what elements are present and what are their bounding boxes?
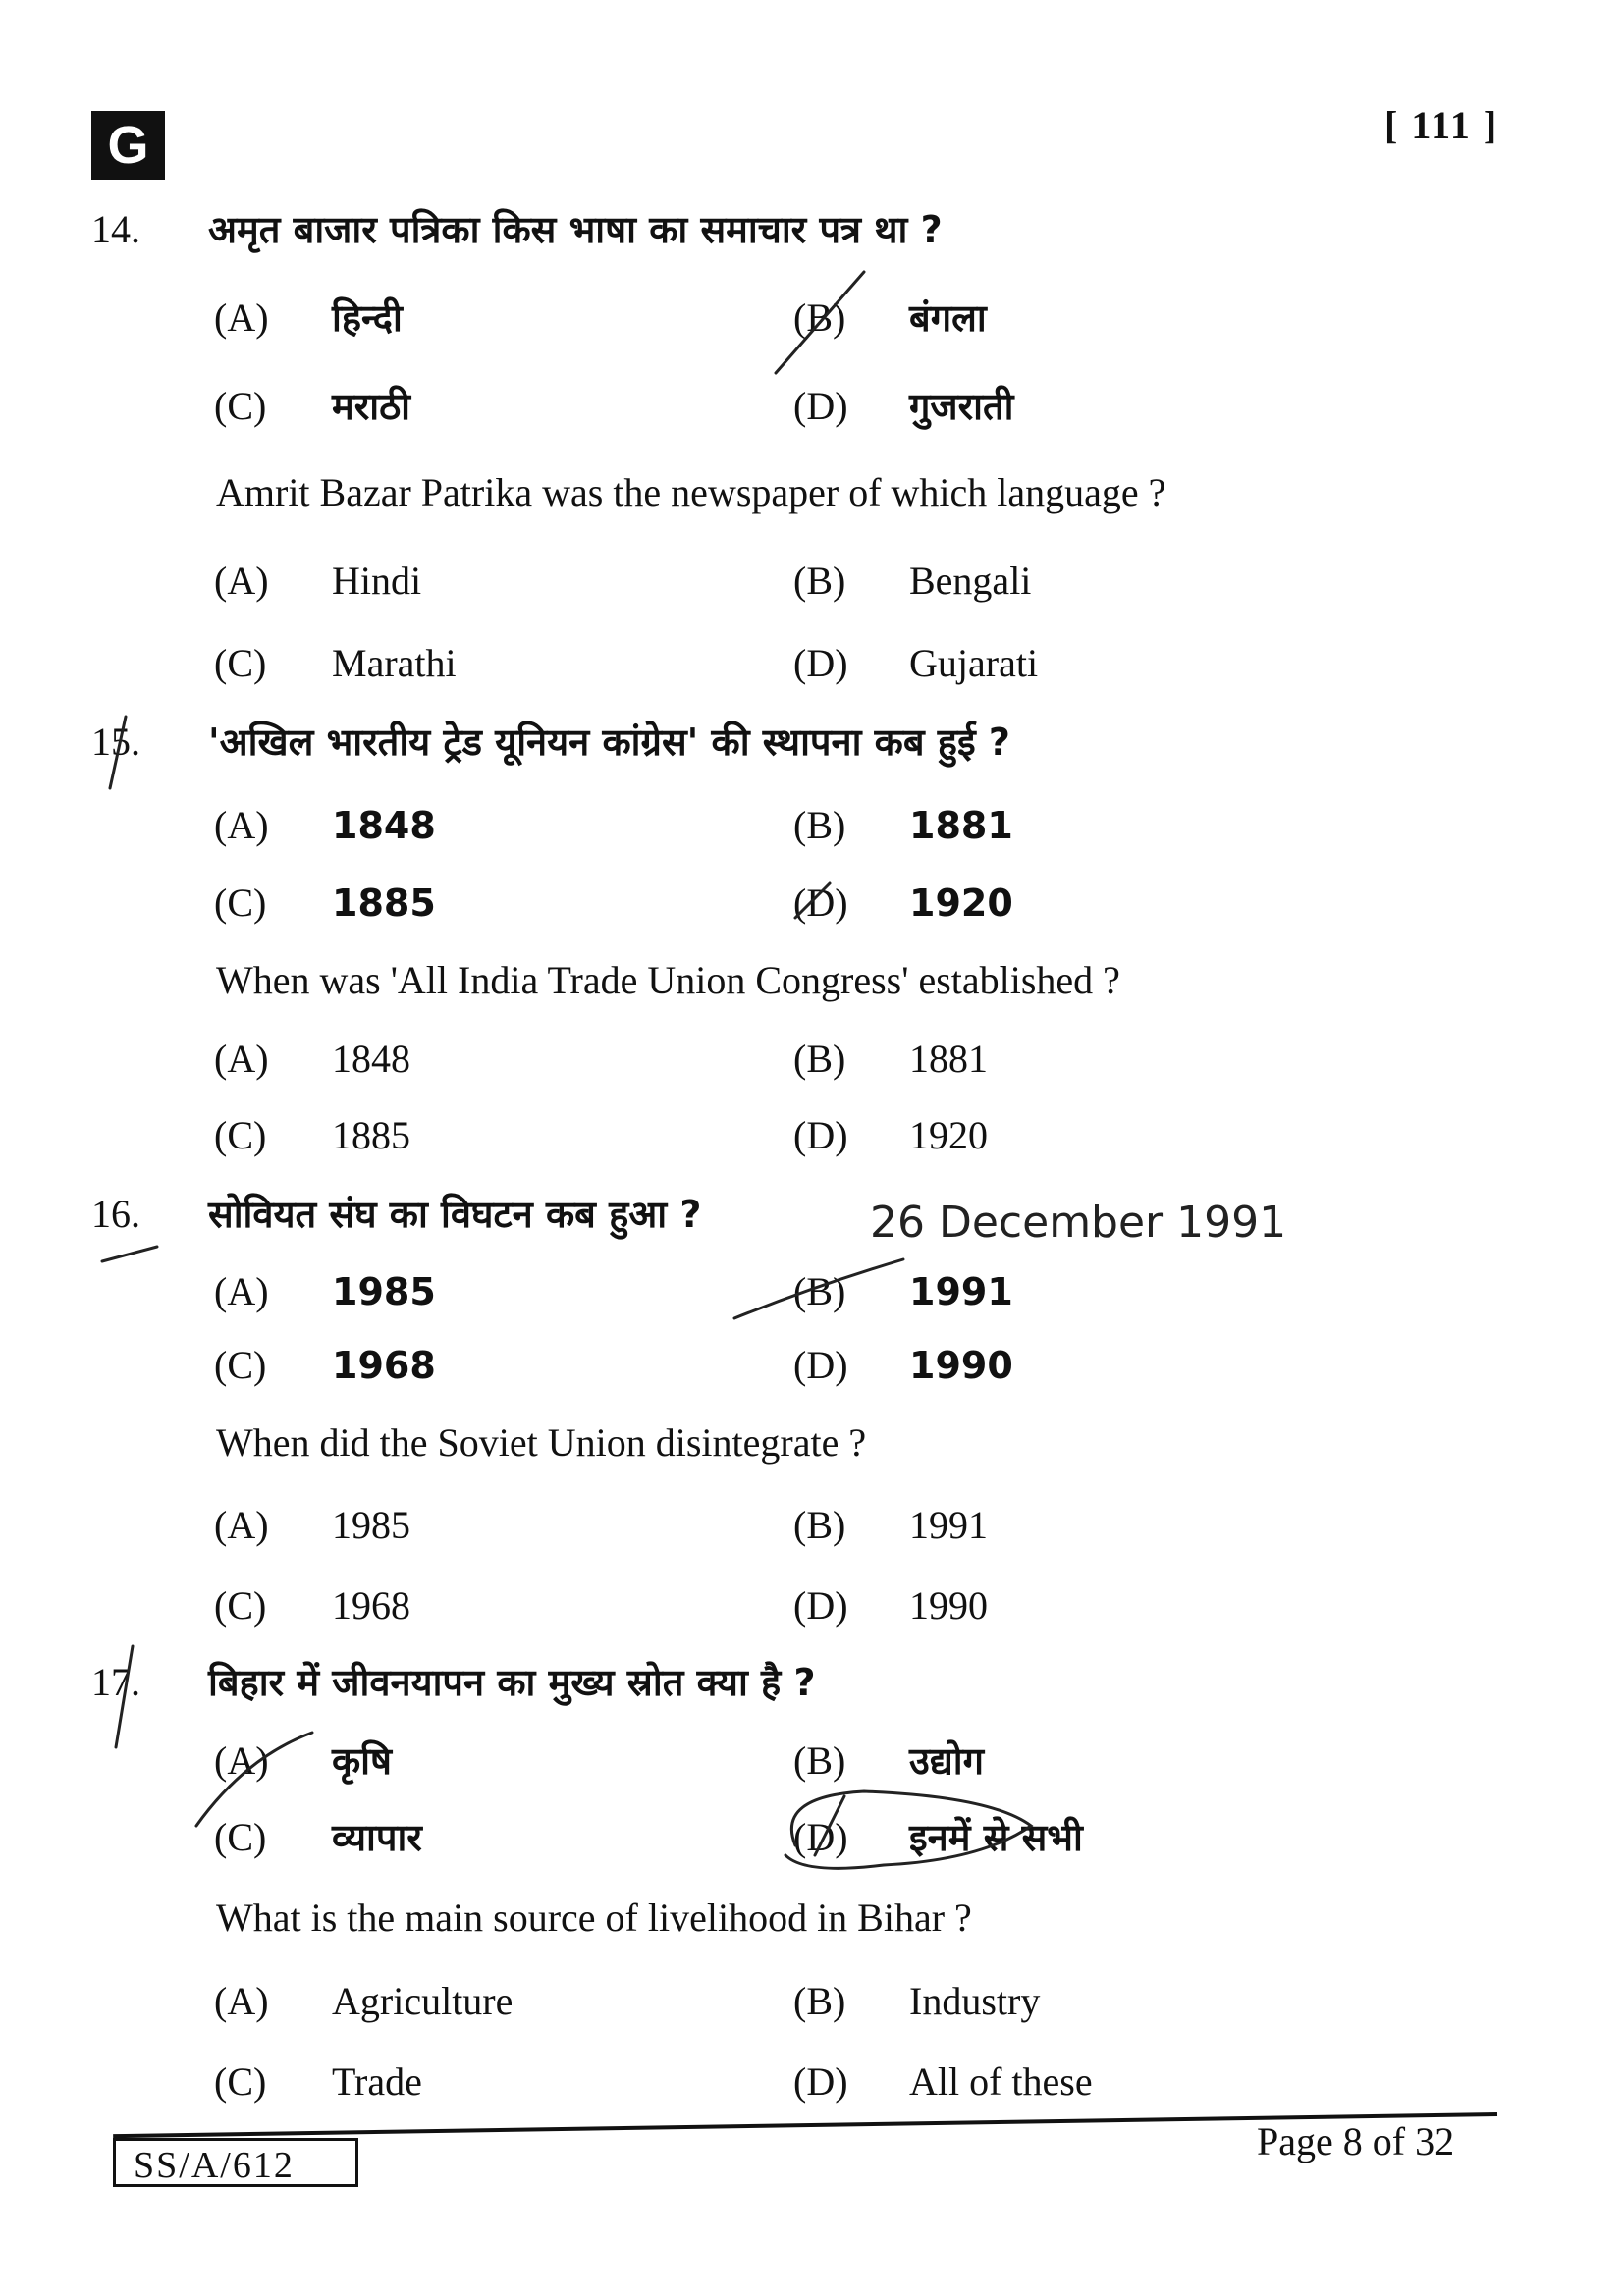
tick-mark-q16-number [102, 1247, 157, 1261]
set-code: [ 111 ] [1384, 103, 1499, 147]
option-key: (A) [214, 295, 269, 340]
option-text: 1848 [332, 804, 436, 847]
option-text: मराठी [332, 385, 411, 428]
option-text: 1920 [909, 1113, 988, 1157]
option-text: All of these [909, 2059, 1093, 2104]
option-key: (C) [214, 881, 267, 925]
option-key: (B) [793, 1037, 846, 1081]
question-number: 17. [91, 1660, 140, 1704]
option-key: (D) [793, 1583, 848, 1628]
option-text: 1885 [332, 1113, 410, 1157]
option-text: हिन्दी [332, 296, 403, 340]
option-text: 1968 [332, 1583, 410, 1628]
question-text-hindi: सोवियत संघ का विघटन कब हुआ ? [208, 1193, 702, 1236]
option-text: Marathi [332, 641, 457, 685]
option-key: (A) [214, 1269, 269, 1313]
option-key: (D) [793, 641, 848, 685]
option-key: (A) [214, 803, 269, 847]
question-text-english: When was 'All India Trade Union Congress' established ? [216, 958, 1120, 1002]
set-letter-badge: G [91, 111, 165, 180]
option-text: 1881 [909, 1037, 988, 1081]
option-text: Trade [332, 2059, 422, 2104]
option-text: 1881 [909, 804, 1013, 847]
option-text: 1990 [909, 1344, 1013, 1387]
option-text: Hindi [332, 559, 422, 603]
option-key: (D) [793, 384, 848, 428]
option-key: (B) [793, 295, 846, 340]
option-text: गुजराती [909, 385, 1014, 428]
option-key: (C) [214, 2059, 267, 2104]
option-key: (B) [793, 803, 846, 847]
option-key: (C) [214, 1343, 267, 1387]
option-key: (B) [793, 559, 846, 603]
option-text: 1991 [909, 1503, 988, 1547]
question-text-english: Amrit Bazar Patrika was the newspaper of which language ? [216, 470, 1166, 514]
handwritten-annotation: 26 December 1991 [870, 1198, 1287, 1248]
question-text-hindi: 'अखिल भारतीय ट्रेड यूनियन कांग्रेस' की स्थापना कब हुई ? [208, 721, 1010, 764]
option-text: उद्योग [909, 1739, 985, 1783]
option-key: (B) [793, 1979, 846, 2023]
option-key: (D) [793, 1343, 848, 1387]
option-text: 1920 [909, 881, 1013, 925]
option-key: (D) [793, 1113, 848, 1157]
option-key: (A) [214, 1037, 269, 1081]
option-key: (C) [214, 641, 267, 685]
option-text: Gujarati [909, 641, 1039, 685]
option-key: (C) [214, 1113, 267, 1157]
option-text: 1848 [332, 1037, 410, 1081]
option-key: (D) [793, 881, 848, 925]
question-text-hindi: अमृत बाजार पत्रिका किस भाषा का समाचार पत्र था ? [208, 208, 943, 251]
option-text: 1968 [332, 1344, 436, 1387]
option-text: Industry [909, 1979, 1041, 2023]
option-text: व्यापार [332, 1816, 422, 1859]
option-text: 1991 [909, 1270, 1013, 1313]
option-text: 1990 [909, 1583, 988, 1628]
option-key: (B) [793, 1738, 846, 1783]
question-text-english: When did the Soviet Union disintegrate ? [216, 1420, 867, 1465]
option-key: (A) [214, 1738, 269, 1783]
option-text: इनमें से सभी [909, 1816, 1083, 1859]
paper-code: SS/A/612 [113, 2138, 358, 2187]
option-key: (D) [793, 1815, 848, 1859]
question-text-hindi: बिहार में जीवनयापन का मुख्य स्रोत क्या है ? [208, 1661, 816, 1704]
option-text: बंगला [909, 296, 987, 340]
option-text: 1985 [332, 1270, 436, 1313]
option-key: (C) [214, 1583, 267, 1628]
option-text: 1885 [332, 881, 436, 925]
question-number: 16. [91, 1192, 140, 1236]
question-number: 15. [91, 720, 140, 764]
option-text: 1985 [332, 1503, 410, 1547]
option-key: (B) [793, 1503, 846, 1547]
question-text-english: What is the main source of livelihood in Bihar ? [216, 1896, 972, 1940]
question-number: 14. [91, 207, 140, 251]
option-text: कृषि [332, 1739, 392, 1783]
option-key: (B) [793, 1269, 846, 1313]
option-key: (A) [214, 1979, 269, 2023]
option-key: (C) [214, 1815, 267, 1859]
option-text: Bengali [909, 559, 1032, 603]
option-key: (A) [214, 559, 269, 603]
option-key: (A) [214, 1503, 269, 1547]
option-key: (C) [214, 384, 267, 428]
option-key: (D) [793, 2059, 848, 2104]
option-text: Agriculture [332, 1979, 514, 2023]
page-number: Page 8 of 32 [1257, 2119, 1455, 2163]
